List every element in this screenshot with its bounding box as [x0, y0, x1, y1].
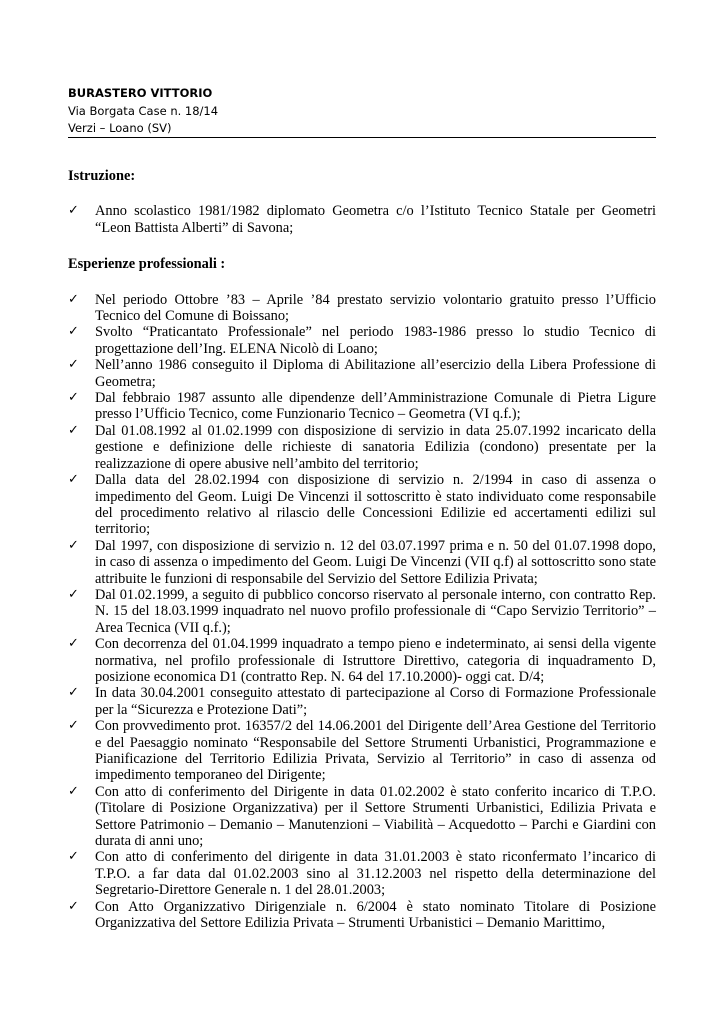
checkmark-icon: ✓ [68, 685, 79, 701]
document-body [68, 168, 656, 931]
address-line-1: Via Borgata Case n. 18/14 [68, 103, 219, 118]
list-item [68, 357, 656, 390]
list-item [68, 203, 656, 236]
list-item-text: Dal 1997, con disposizione di servizio n. 12 del 03.07.1997 prima e n. 50 del 01.07.1998 dopo, in caso di assenza o impedimento del Geom. Luigi De Vincenzi (VII q.f) al sottoscritto sono state attribuite le funzioni di responsabile del Servizio del Settore Edilizia Privata; [95, 537, 656, 587]
checkmark-icon: ✓ [68, 422, 79, 438]
list-item-text: Anno scolastico 1981/1982 diplomato Geometra c/o l’Istituto Tecnico Statale per Geometri “Leon Battista Alberti” di Savona; [95, 203, 656, 236]
list-item-text: Dal 01.08.1992 al 01.02.1999 con disposizione di servizio in data 25.07.1992 incaricato della gestione e definizione delle richieste di sanatoria Edilizia (condono) presentate per la realizzazione di opere abusive nell’ambito del territorio; [95, 422, 656, 472]
list-item-text: Con atto di conferimento del dirigente in data 31.01.2003 è stato riconfermato l’incarico di T.P.O. a far data dal 01.02.2003 sino al 31.12.2003 nel rispetto della determinazione del Segretario-Direttore Generale n. 1 del 28.01.2003; [95, 849, 656, 899]
checkmark-icon: ✓ [68, 783, 79, 799]
list-item [68, 390, 656, 423]
list-item [68, 324, 656, 357]
header-divider [68, 137, 656, 138]
checkmark-icon: ✓ [68, 636, 79, 652]
list-item-text: Dal febbraio 1987 assunto alle dipendenze dell’Amministrazione Comunale di Pietra Ligure presso l’Ufficio Tecnico, come Funzionario Tecnico – Geometra (VI q.f.); [95, 390, 656, 423]
checkmark-icon: ✓ [68, 849, 79, 865]
section-title-esperienze: Esperienze professionali : [68, 256, 226, 273]
letterhead [68, 85, 656, 138]
checkmark-icon: ✓ [68, 390, 79, 406]
list-item [68, 292, 656, 325]
checkmark-icon: ✓ [68, 537, 79, 553]
esperienze-list [68, 292, 656, 932]
section-title-istruzione: Istruzione: [68, 168, 136, 184]
list-item [68, 472, 656, 538]
author-name: BURASTERO VITTORIO [68, 86, 213, 100]
list-item [68, 636, 656, 685]
list-item-text: Con decorrenza del 01.04.1999 inquadrato a tempo pieno e indeterminato, ai sensi della vigente normativa, nel profilo professionale di Istruttore Direttivo, categoria di inquadramento D, posizione economica D1 (contratto Rep. N. 64 del 17.10.2000)- oggi cat. D/4; [95, 636, 656, 685]
checkmark-icon: ✓ [68, 718, 79, 734]
list-item-text: Con Atto Organizzativo Dirigenziale n. 6/2004 è stato nominato Titolare di Posizione Organizzativa del Settore Edilizia Privata – Strumenti Urbanistici – Demanio Marittimo, [95, 898, 656, 932]
list-item-text: Nell’anno 1986 conseguito il Diploma di Abilitazione all’esercizio della Libera Professione di Geometra; [95, 357, 656, 390]
list-item [68, 423, 656, 472]
address-line-2: Verzi – Loano (SV) [68, 121, 172, 135]
list-item [68, 718, 656, 784]
list-item-text: Con atto di conferimento del Dirigente in data 01.02.2002 è stato conferito incarico di T.P.O. (Titolare di Posizione Organizzativa) per il Settore Strumenti Urbanistici, Edilizia Privata e Settore Patrimonio – Demanio – Manutenzioni – Viabilità – Acquedotto – Parchi e Giardini con durata di anni uno; [95, 783, 656, 850]
checkmark-icon: ✓ [68, 324, 79, 340]
list-item [68, 685, 656, 718]
list-item [68, 538, 656, 587]
list-item [68, 587, 656, 636]
checkmark-icon: ✓ [68, 898, 79, 914]
list-item-text: In data 30.04.2001 conseguito attestato di partecipazione al Corso di Formazione Professionale per la “Sicurezza e Protezione Dati”; [95, 685, 656, 718]
list-item-text: Svolto “Praticantato Professionale” nel periodo 1983-1986 presso lo studio Tecnico di progettazione dell’Ing. ELENA Nicolò di Loano; [95, 324, 656, 357]
list-item [68, 784, 656, 850]
list-item [68, 899, 656, 932]
checkmark-icon: ✓ [68, 291, 79, 307]
list-item-text: Dal 01.02.1999, a seguito di pubblico concorso riservato al personale interno, con contratto Rep. N. 15 del 18.03.1999 inquadrato nel nuovo profilo professionale di “Capo Servizio Territorio” – Area Tecnica (VII q.f.); [95, 586, 656, 636]
list-item-text: Con provvedimento prot. 16357/2 del 14.06.2001 del Dirigente dell’Area Gestione del Territorio e del Paesaggio nominato “Responsabile del Settore Strumenti Urbanistici, Programmazione e Pianificazione del Territorio Edilizia Privata, Servizio al Territorio” in caso di assenza od impedimento temporaneo del Dirigente; [95, 718, 656, 784]
checkmark-icon: ✓ [68, 586, 79, 602]
istruzione-list [68, 203, 656, 236]
checkmark-icon: ✓ [68, 472, 79, 488]
checkmark-icon: ✓ [68, 203, 79, 219]
list-item-text: Dalla data del 28.02.1994 con disposizione di servizio n. 2/1994 in caso di assenza o impedimento del Geom. Luigi De Vincenzi il sottoscritto è stato individuato come responsabile del procedimento relativo al rilascio delle Concessioni Edilizie ed accertamenti edilizi sul territorio; [95, 472, 656, 538]
list-item-text: Nel periodo Ottobre ’83 – Aprile ’84 prestato servizio volontario gratuito presso l’Ufficio Tecnico del Comune di Boissano; [95, 291, 656, 325]
checkmark-icon: ✓ [68, 357, 79, 373]
list-item [68, 849, 656, 898]
